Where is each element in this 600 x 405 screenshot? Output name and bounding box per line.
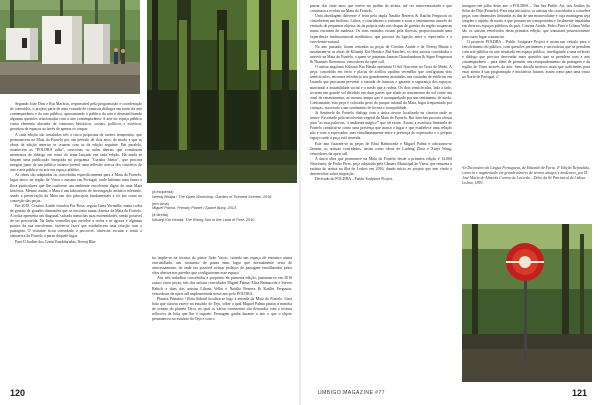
caption-2-text: Miguel Palma, Primary Planet / Space Buoy, 2013 <box>152 206 236 211</box>
end-of-article-mark: // <box>496 75 499 80</box>
paragraph: Derivado do POLDRA – Public Sculpture Project, <box>315 177 394 182</box>
paragraph: No ano passado, foram retiradas as peças de Cristina Ataíde e de Neeraj Bhatia e instalaram-se as obras de Kiluanji Kia Henda e Rui Sanches, os dois artistas convidados a intervir na Mata do Fontelo, a quem se juntaram Jazmin Charalambous & Signe Fergusson & Thanasis Ikonomou, vencedores da open call. <box>310 44 452 65</box>
paragraph: As obras são adaptadas ou concebidas especificamente para a Mata do Fontelo, lugar único na região de Viseu e mesmo em Portugal, onde habitam uma fauna e flora particulares que lhe conferem um ambiente envolvente digno de uma Mata histórica. Mesmo assim, a Mata é um laboratório de investigação artística relevante, sendo a preservação da Mata um dos principais fundamentais a ter em conta na conceção das peças. <box>10 173 142 203</box>
image-top-left <box>0 0 140 94</box>
caption-2-label: (em cima) <box>152 201 169 206</box>
paragraph: A única obra que permanece na Mata do Fontelo desde a primeira edição é 14.000 Neurônios, de Pedro Pires, peça adquirida pela Câmara Municipal de Viseu, que remonta à estátua do artista na ilha de Lesbos em 2016, dando início ao projeto que tem vindo a desenvolver sobre migração. <box>310 156 452 177</box>
closing-paragraph-text: O projecto POLDRA – Public Sculpture Project é assim um veículo para o envolvimento do público, com questões pertinentes e necessárias que se prendem com arte pública ou arte instalada em espaço público, interligando a uma reflexão e diálogo que procura desvendar mais questões que se prendem com a arte contemporânea – para além de permitir um reenquadramento da paisagem e da região de Viseu através da arte. Sem dúvida motivos mais que suficientes para estar atento à sua programação e iniciativas futuras, assim como para uma visita ao Norte de Portugal. <box>462 39 590 80</box>
magazine-name: UMBIGO MAGAZINE #77 <box>318 390 386 396</box>
paragraph: tia impõe-se na técnica do pintor Grão Vasco, criando um espaço de encontro numa encruzilhada, um momento de pausa num lugar que normalmente seria de atravessamento, de onde era possível avistar pedaços de paisagem emoldurados pelos vãos abertos nas paredes que configuravam esse espaço. <box>152 256 292 276</box>
paragraph: Em 2018, Cristina Ataíde instalou Por Rosa, seguiu Lima Vermelho numa rocha de granito de grandes dimensões que se encontra numa clareira da Mata do Fontelo. A rocha apresenta um diagonal, sulcada numa das suas extremidades, sendo possível de ser percorrida. Na linha vermelha que envolve a rocha e se agrava e algumas pontos da sua envolvente, fazem-se fazer que estabelecem uma relação com a paisagem. O visitante ficou convidado a percorrer, observar, escutar e sentir a atmosfera do Fontelo a partir daquele lugar. <box>10 203 142 239</box>
caption-1-label: (à esquerda) <box>152 190 174 194</box>
caption-1 <box>152 190 292 200</box>
paragraph: Este ano fixaram-se as peças de Elisa Balmaceda e Miguel Palma e adicionou-se Jazmin, os artistas convidados, assim como obras de Linfeng Zhou e Xinyi Wang, vencedores da open call. <box>310 141 452 156</box>
paragraph: O artista angolano Kiluanji Kia Henda apresenta O Sol Nascente no Terra do Medo. A peça, concebida em ferro e placas de acrílico opalino vermelho que configuram dois semicírculos, encontra referência nos grandemente instalados nas varandas de edifícios em Luanda que procuram prevenir a entrada de intrusos e garantir a segurança dos espaços, marcando a instabilidade social e o medo que a rodeia. Os dois semicírculos, lado a lado, recriam um grande sol dividido em duas partes que alude ao nascimento do sol como um sinal de renascimento, ao mesmo tempo que é acompanhado por um sentimento de medo. Contrastante, esta peça é colocada perto do parque infantil da Mata, lugar frequentado por crianças, associado a um sentimento de leveza e tranquilidade. <box>310 65 452 110</box>
paragraph: passar dos vinte anos que esteve no jardim do artista, até ser intervencionado e que continuou a evoluir na Mata do Fontelo. <box>310 4 452 14</box>
text-column-2 <box>152 256 292 385</box>
paragraph: Uma abordagem diferente é feita pela dupla Natália Bezerra & Kaitlin Ferguson ao conceberem um fitófono, Lithos, e convidarem o visitante a tocar o instrumento através do emitado de pequenos objetos ou da própria mão nas chapas de granito da região suspensas numa estrutura de madeira. Os sons emitidos ecoam pela floresta, proporcionando uma experiência multissensorial meditativa, que procura da ligação entre o espectador e a envolvente natural. <box>310 14 452 44</box>
paragraph: Aos três trabalhos concebidos a propósito da primeira edição, juntaram-se em 2019 outros cinco peças, três dos artistas convidados Miguel Palma, Elisa Balmaceda e Steven Bakich e duas das artistas Liliana Velho e Natália Bezerra & Kaitlin Ferguson, vencedoras da open call implementada nesse ano pelo POLDRA. <box>152 276 292 296</box>
caption-1-text: Neeraj Bhatia / The Open Workshop, Garden of Trunned Scenes, 2019 <box>152 194 272 199</box>
page-number-left: 120 <box>10 388 26 398</box>
paragraph <box>462 40 590 81</box>
caption-2 <box>152 202 292 212</box>
image-top-middle <box>147 0 297 183</box>
paragraph: Para O Jardim dos Cenas Emolduradas, Neeraj Bha- <box>15 239 97 244</box>
paragraph: Já Sentinela do Fontelo dialoga com a única árvore localizada na clareira onde se insere. Fascinado pela envolvente vegetal da Mata do Fontelo, Rui Sanches procura alertar para "as suas palavras, 'o ambiente mágico'" que ali existe. Assim, a escultura Sentinela do Fontelo constitui-se como uma presença que marca o lugar e que estabelece uma relação não e com o espectador, mas simultaneamente entre a presença do espectador e o próprio espaço onde a peça está inserida. <box>310 110 452 141</box>
paragraph: Planeta Primário / Bóia Sideral localiza-se logo à entrada da Mata do Fontelo. Uma bóia que outrora esteve no estuário do Tejo, sobre a qual Miguel Palma pintou a mancha de oceano do planeta Terra, no qual os vários continentes são dessuidos com a textura reflexiva da bóia que lhe é suporte. Fernagem ganha durante o ano o que o objeto permaneceu no estuário do Tejo e com o <box>152 296 292 322</box>
footnote: ¹In Dicionário da Língua Portuguesa, de Eduardo de Faria. 4ª Edição Refundida, correcto e augmentado em grande número de termos antigos e modernos, por D. José Maria de Almeida Correia de Lacerda – Delio da Sé Patriarcal de Lisboa. Lisboa, 1859. <box>462 166 590 185</box>
text-column-3 <box>310 4 452 385</box>
caption-3 <box>152 213 292 223</box>
page-number-right: 121 <box>572 388 588 398</box>
image-bottom-right <box>462 224 592 382</box>
red-sun-sculpture-photo <box>462 224 592 382</box>
text-column-4 <box>462 4 590 164</box>
caption-3-label: (à direita) <box>152 213 169 218</box>
cubes-installation-photo <box>0 0 140 94</box>
photo-captions <box>152 190 292 225</box>
paragraph: Segundo João Dias e Rui Macário, responsável pela programação e coordenação de conteúdos, o projeto parte de uma vontade de construir diálogos em torno da arte contemporânea e da arte pública, aproximando o público da arte e desmistificando algumas questões relacionadas com a arte contemporânea. A arte no espaço público como elemento alavador de contextos históricos, sociais, políticos e estéticos, geradora de espaços ao ínvés de apenas os ocupar. <box>10 102 142 132</box>
page-gutter <box>299 0 301 405</box>
paragraph: inauguro em julho deste ano o POLDRA – Van Sze Public Art, nos Jardins do Solar do Dão (Fontelo). Para esta iniciativa, os artistas são convidados a conceber peças com dimensões limitadas às das de um monovolume e cuja montagem seja simples e rápida, de modo a que possam ser transportadas e facilmente instaladas em diversos espaços públicos do país. Cristina Ataíde, Pedro Pires e Liliana Velho são os artistas envolvidos desta primeira edição, que transitará posteriormente para outro lugar a anunciar. <box>462 4 590 39</box>
paragraph: A cada edição são instalados três a cinco propostas de caráter temporário, que permanecem na Mata do Fontelo por um período de dois anos, de modo a que as obras da edição anterior se cruzem com as da edição seguinte. Em paralelo, acontecem as "POLDRA talks", conversas ou aulas abertas que constituem momentos de diálogo em torno do tema lançado em cada edição. Há ainda se lançam uma publicação integrada no programa "Curador Júnior", que procura integrar junto de um público infanto-juvenil uma reflexão acerca dos conceitos de arte e arte pública ou arte em espaço público. <box>10 132 142 173</box>
text-column-1 <box>10 102 142 385</box>
forest-photo <box>147 0 297 183</box>
caption-3-text: Kiluanji Kia Henda, The Rising Sun in the Land of Fear, 2010 <box>152 217 255 222</box>
